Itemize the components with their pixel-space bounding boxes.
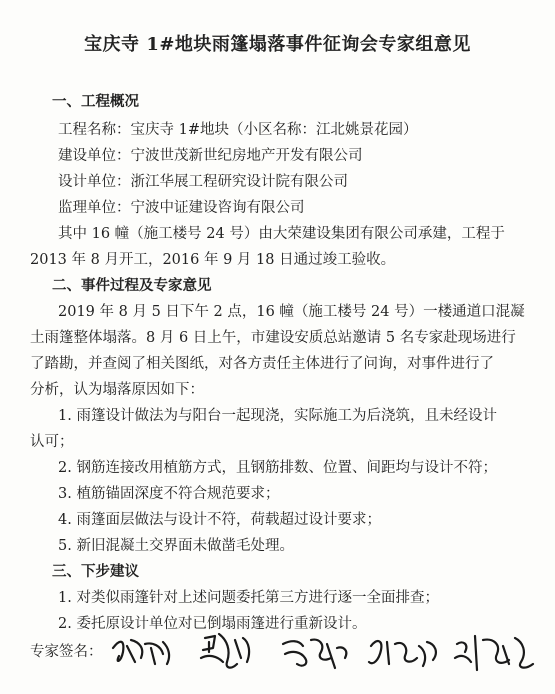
cause-item-5: 5. 新旧混凝土交界面未做凿毛处理。 [58,538,294,554]
supervisor-unit: 监理单位：宁波中证建设咨询有限公司 [58,200,305,216]
signature-1 [113,640,169,664]
section2-paragraph-line-4: 分析，认为塌落原因如下： [30,382,204,398]
section2-paragraph-line-1: 2019 年 8 月 5 日下午 2 点，16 幢（施工楼号 24 号）一楼通道口混凝 [58,304,525,320]
section2-paragraph-line-2: 土雨篷整体塌落。8 月 6 日上午，市建设安质总站邀请 5 名专家赴现场进行 [30,330,516,346]
section1-paragraph-line-1: 其中 16 幢（施工楼号 24 号）由大荣建设集团有限公司承建，工程于 [58,226,505,242]
cause-item-1-line-1: 1. 雨篷设计做法为与阳台一起现浇，实际施工为后浇筑，且未经设计 [58,408,497,424]
expert-signatures [105,618,545,680]
signature-5 [455,636,533,670]
section2-paragraph-line-3: 了踏勘，并查阅了相关图纸，对各方责任主体进行了问询，对事件进行了 [30,356,494,372]
document-title: 宝庆寺 1#地块雨篷塌落事件征询会专家组意见 [84,34,471,55]
signature-4 [369,641,436,666]
designer-unit: 设计单位：浙江华展工程研究设计院有限公司 [58,174,348,190]
project-name: 工程名称：宝庆寺 1#地块（小区名称：江北姚景花园） [58,122,418,138]
builder-unit: 建设单位：宁波世茂新世纪房地产开发有限公司 [58,148,363,164]
section3-heading: 三、下步建议 [52,563,139,580]
cause-item-1-line-2: 认可； [30,434,74,450]
cause-item-2: 2. 钢筋连接改用植筋方式，且钢筋排数、位置、间距均与设计不符； [58,460,497,476]
signature-2 [201,634,249,668]
section1-paragraph-line-2: 2013 年 8 月开工，2016 年 9 月 18 日通过竣工验收。 [30,252,396,268]
cause-item-4: 4. 雨篷面层做法与设计不符，荷载超过设计要求； [58,512,381,528]
section1-heading: 一、工程概况 [52,93,139,110]
cause-item-3: 3. 植筋锚固深度不符合规范要求； [58,486,280,502]
signature-label: 专家签名： [30,644,103,660]
section2-heading: 二、事件过程及专家意见 [52,277,212,294]
suggestion-item-2: 2. 委托原设计单位对已倒塌雨篷进行重新设计。 [58,616,367,632]
signature-3 [283,640,346,668]
suggestion-item-1: 1. 对类似雨篷针对上述问题委托第三方进行逐一全面排查； [58,590,439,606]
